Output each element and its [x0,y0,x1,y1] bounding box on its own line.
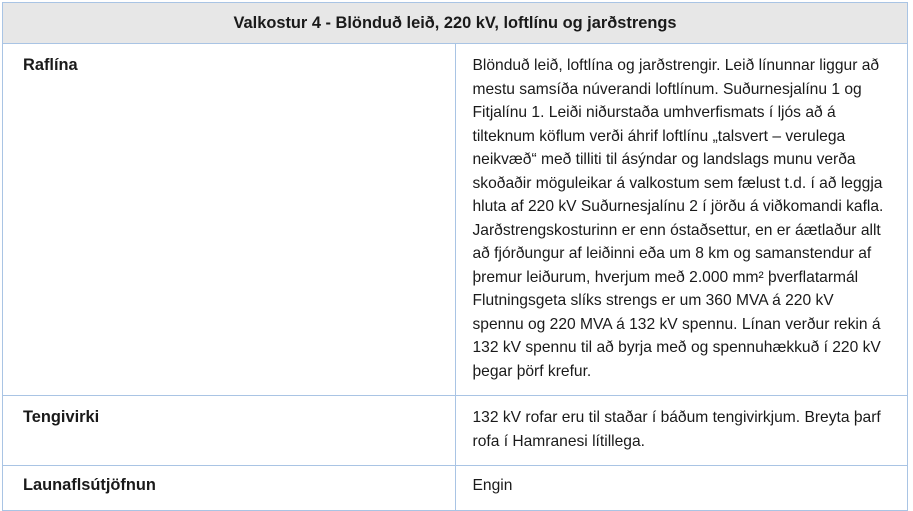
table-row [3,44,908,396]
table-row [3,466,908,511]
row-label-launaflsutjofnun: Launaflsútjöfnun [3,466,456,511]
row-content-launaflsutjofnun: Engin [455,466,908,511]
table-row [3,396,908,466]
options-table [2,2,908,511]
row-content-raflina: Blönduð leið, loftlína og jarðstrengir. Leið línunnar liggur að mestu samsíða núverandi loftlínum. Suðurnesjalínu 1 og Fitjalínu 1. Leiði niðurstaða umhverfismats í ljós að á tilteknum köflum verði áhrif loftlínu „talsvert – verulega neikvæð“ með tilliti til ásýndar og landslags munu verða skoðaðir möguleikar á valkostum sem fælust t.d. í að leggja hluta af 220 kV Suðurnesjalínu 2 í jörðu á viðkomandi kafla. Jarðstrengskosturinn er enn óstaðsettur, en er áætlaður allt að fjórðungur af leiðinni eða um 8 km og samanstendur af þremur leiðurum, hverjum með 2.000 mm² þverflatarmál Flutningsgeta slíks strengs er um 360 MVA á 220 kV spennu og 220 MVA á 132 kV spennu. Línan verður rekin á 132 kV spennu til að byrja með og spennuhækkuð í 220 kV þegar þörf krefur. [455,44,908,396]
table-title: Valkostur 4 - Blönduð leið, 220 kV, loftlínu og jarðstrengs [3,3,908,44]
table-header-row [3,3,908,44]
row-content-tengivirki: 132 kV rofar eru til staðar í báðum tengivirkjum. Breyta þarf rofa í Hamranesi lítillega. [455,396,908,466]
row-label-raflina: Raflína [3,44,456,396]
row-label-tengivirki: Tengivirki [3,396,456,466]
